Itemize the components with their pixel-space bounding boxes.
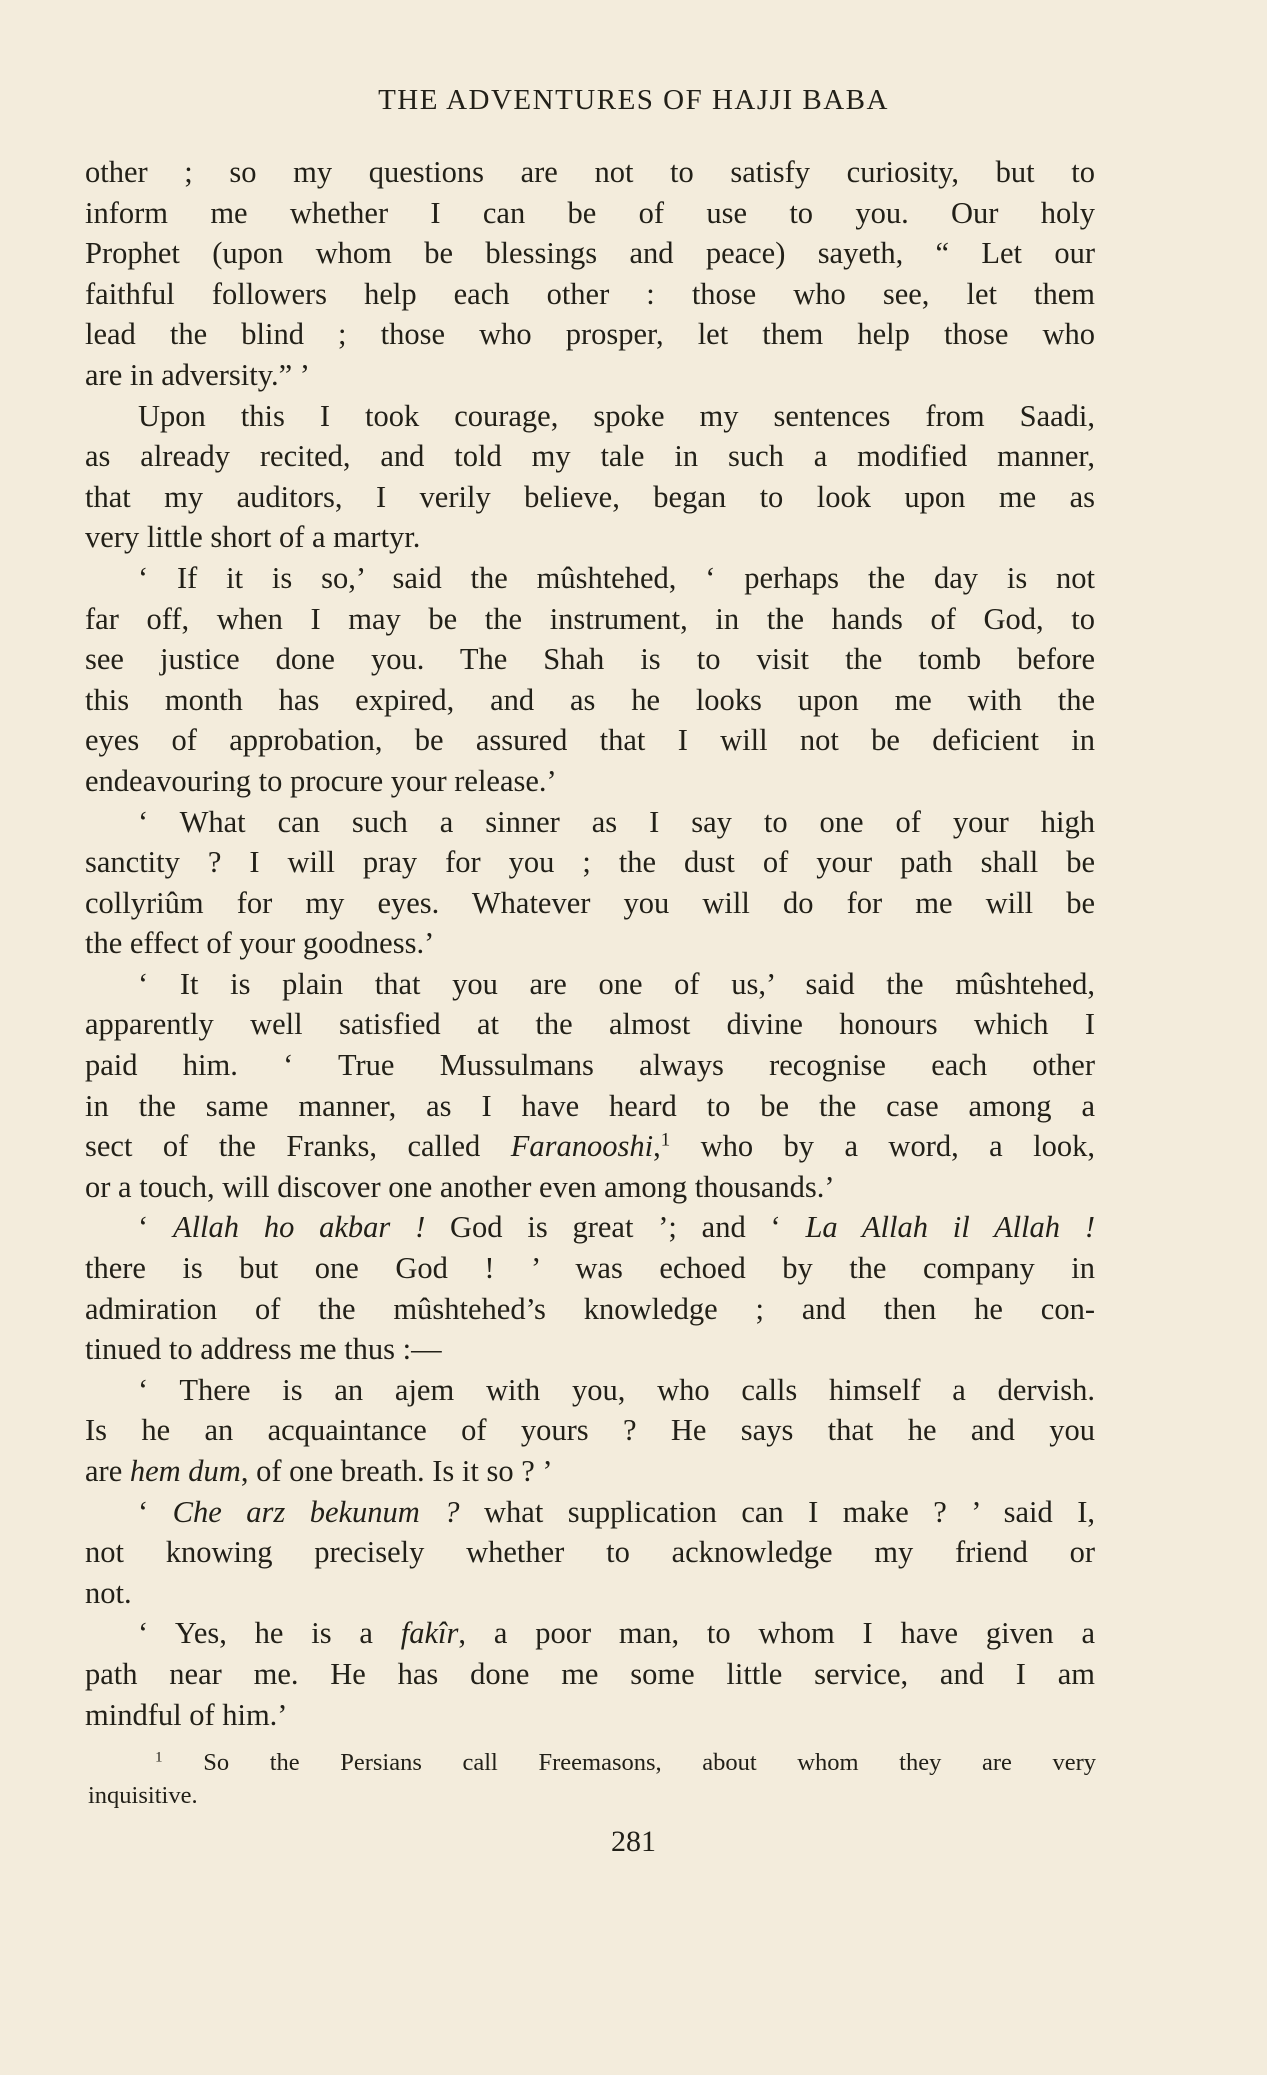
text-line: ‘ It is plain that you are one of us,’ said the mûshtehed,: [138, 966, 1095, 1001]
text-run: what supplication can I make ? ’ said I,: [459, 1494, 1095, 1529]
text-line: [85, 1492, 1095, 1533]
text-line: as already recited, and told my tale in such a modified manner,: [85, 439, 1095, 474]
footnote: [88, 1746, 1096, 1812]
text-line: [85, 1613, 1095, 1654]
text-line: paid him. ‘ True Mussulmans always recognise each other: [85, 1048, 1095, 1083]
text-line: eyes of approbation, be assured that I will not be deficient in: [85, 723, 1095, 758]
footnote-text: So the Persians call Freemasons, about whom they are very: [162, 1749, 1096, 1776]
text-line: ‘ There is an ajem with you, who calls himself a dervish.: [138, 1372, 1095, 1407]
text-line: sanctity ? I will pray for you ; the dust of your path shall be: [85, 845, 1095, 880]
text-line: or a touch, will discover one another even among thousands.’: [85, 1169, 835, 1204]
text-line: [85, 1126, 1095, 1167]
text-line: not.: [85, 1575, 132, 1610]
italic-term: Faranooshi: [510, 1129, 654, 1164]
text-run: ,: [653, 1129, 661, 1164]
text-line: there is but one God ! ’ was echoed by the company in: [85, 1251, 1095, 1286]
text-line: are in adversity.” ’: [85, 357, 310, 392]
text-line: apparently well satisfied at the almost divine honours which I: [85, 1007, 1095, 1042]
text-line: [85, 1451, 1095, 1492]
italic-phrase: Allah ho akbar !: [172, 1210, 426, 1245]
text-line: mindful of him.’: [85, 1697, 288, 1732]
text-line: tinued to address me thus :—: [85, 1332, 442, 1367]
text-run: ‘ Yes, he is a: [138, 1616, 401, 1651]
footnote-ref: 1: [660, 1129, 671, 1151]
italic-term: hem dum: [129, 1454, 241, 1488]
text-line: the effect of your goodness.’: [85, 926, 435, 961]
text-run: ‘: [138, 1210, 173, 1245]
footnote-marker: 1: [155, 1748, 163, 1766]
text-line: very little short of a martyr.: [85, 520, 421, 555]
text-line: see justice done you. The Shah is to visit the tomb before: [85, 642, 1095, 677]
italic-phrase: Che arz bekunum ?: [172, 1494, 460, 1529]
text-line: ‘ What can such a sinner as I say to one of your high: [138, 804, 1095, 839]
italic-term: fakîr: [400, 1616, 459, 1651]
text-line: that my auditors, I verily believe, began to look upon me as: [85, 479, 1095, 514]
body-text: [85, 152, 1095, 1735]
text-line: Upon this I took courage, spoke my sentences from Saadi,: [138, 398, 1095, 433]
text-line: Prophet (upon whom be blessings and peace) sayeth, “ Let our: [85, 236, 1095, 271]
footnote-line: inquisitive.: [88, 1782, 198, 1809]
text-run: who by a word, a look,: [670, 1129, 1095, 1164]
text-line: faithful followers help each other : those who see, let them: [85, 276, 1095, 311]
text-line: [85, 1207, 1095, 1248]
text-line: other ; so my questions are not to satisfy curiosity, but to: [85, 155, 1095, 189]
text-run: are: [85, 1454, 130, 1488]
footnote-line: [88, 1746, 1096, 1779]
text-run: , of one breath. Is it so ? ’: [240, 1454, 553, 1488]
text-line: in the same manner, as I have heard to be the case among a: [85, 1088, 1095, 1123]
text-run: sect of the Franks, called: [85, 1129, 511, 1164]
text-line: lead the blind ; those who prosper, let them help those who: [85, 317, 1095, 352]
text-run: , a poor man, to whom I have given a: [458, 1616, 1095, 1651]
page-number: 281: [611, 1825, 656, 1858]
text-line: path near me. He has done me some little service, and I am: [85, 1656, 1095, 1691]
text-line: far off, when I may be the instrument, in the hands of God, to: [85, 601, 1095, 636]
text-run: God is great ’; and ‘: [425, 1210, 806, 1245]
text-line: not knowing precisely whether to acknowledge my friend or: [85, 1535, 1095, 1570]
text-line: admiration of the mûshtehed’s knowledge ; and then he con-: [85, 1291, 1095, 1326]
text-line: Is he an acquaintance of yours ? He says that he and you: [85, 1413, 1095, 1448]
text-run: ‘: [138, 1494, 173, 1529]
running-head: THE ADVENTURES OF HAJJI BABA: [378, 84, 889, 116]
text-line: inform me whether I can be of use to you. Our holy: [85, 195, 1095, 230]
text-line: ‘ If it is so,’ said the mûshtehed, ‘ perhaps the day is not: [138, 560, 1095, 595]
text-line: collyriûm for my eyes. Whatever you will do for me will be: [85, 885, 1095, 920]
text-line: endeavouring to procure your release.’: [85, 763, 557, 798]
italic-phrase: La Allah il Allah !: [805, 1210, 1095, 1245]
text-line: this month has expired, and as he looks upon me with the: [85, 682, 1095, 717]
